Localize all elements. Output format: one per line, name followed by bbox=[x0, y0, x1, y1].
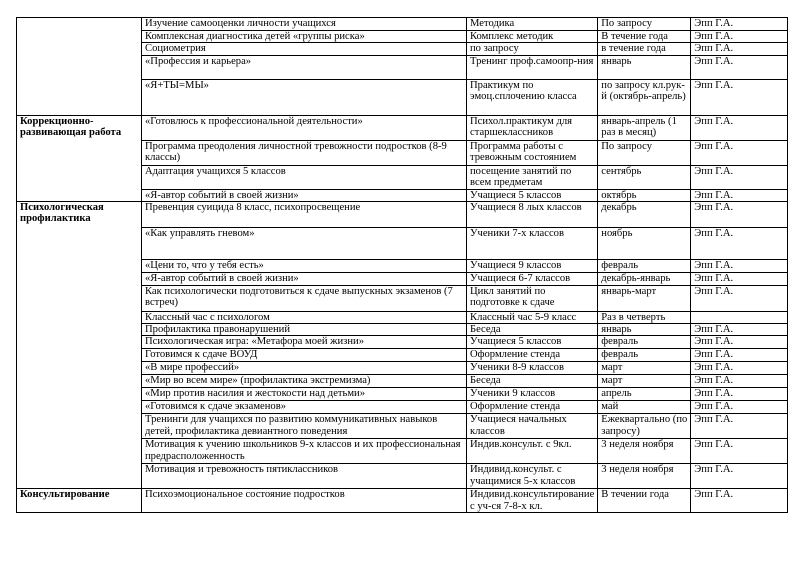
responsible-cell: Эпп Г.А. bbox=[691, 259, 788, 272]
responsible-cell: Эпп Г.А. bbox=[691, 349, 788, 362]
table-row bbox=[17, 201, 788, 227]
date-cell: сентябрь bbox=[598, 165, 691, 189]
date-cell: январь-март bbox=[598, 285, 691, 311]
form-cell: Беседа bbox=[467, 324, 598, 336]
date-cell: ноябрь bbox=[598, 227, 691, 259]
activity-cell: «Мир во всем мире» (профилактика экстремизма) bbox=[142, 375, 467, 388]
activity-cell: Тренинги для учащихся по развитию коммуникативных навыков детей, профилактика девиантного поведения bbox=[142, 414, 467, 439]
responsible-cell: Эпп Г.А. bbox=[691, 489, 788, 513]
activity-cell: Социометрия bbox=[142, 43, 467, 55]
activity-cell: «Готовимся к сдаче экзаменов» bbox=[142, 401, 467, 414]
activity-cell: Профилактика правонарушений bbox=[142, 324, 467, 336]
date-cell: по запросу кл.рук-й (октябрь-апрель) bbox=[598, 79, 691, 115]
responsible-cell: Эпп Г.А. bbox=[691, 414, 788, 439]
responsible-cell: Эпп Г.А. bbox=[691, 55, 788, 79]
activity-cell: «Готовлюсь к профессиональной деятельности» bbox=[142, 115, 467, 140]
form-cell: Психол.практикум для старшеклассников bbox=[467, 115, 598, 140]
table-row bbox=[17, 489, 788, 513]
form-cell: Классный час 5-9 класс bbox=[467, 311, 598, 323]
date-cell: 3 неделя ноября bbox=[598, 464, 691, 489]
table-row bbox=[17, 18, 788, 31]
responsible-cell: Эпп Г.А. bbox=[691, 201, 788, 227]
category-cell: Консультирование bbox=[17, 489, 142, 513]
form-cell: Беседа bbox=[467, 375, 598, 388]
activity-cell: Комплексная диагностика детей «группы риска» bbox=[142, 31, 467, 43]
responsible-cell: Эпп Г.А. bbox=[691, 115, 788, 140]
activity-cell: «Я+ТЫ=МЫ» bbox=[142, 79, 467, 115]
date-cell: октябрь bbox=[598, 189, 691, 201]
date-cell: в течение года bbox=[598, 43, 691, 55]
activity-cell: Изучение самооценки личности учащихся bbox=[142, 18, 467, 31]
date-cell: февраль bbox=[598, 259, 691, 272]
responsible-cell bbox=[691, 311, 788, 323]
form-cell: Оформление стенда bbox=[467, 401, 598, 414]
responsible-cell: Эпп Г.А. bbox=[691, 464, 788, 489]
activity-cell: «Цени то, что у тебя есть» bbox=[142, 259, 467, 272]
activity-cell: «Профессия и карьера» bbox=[142, 55, 467, 79]
activity-cell: «В мире профессий» bbox=[142, 362, 467, 375]
form-cell: Учащиеся 9 классов bbox=[467, 259, 598, 272]
date-cell: В течение года bbox=[598, 31, 691, 43]
form-cell: Цикл занятий по подготовке к сдаче bbox=[467, 285, 598, 311]
responsible-cell: Эпп Г.А. bbox=[691, 324, 788, 336]
responsible-cell: Эпп Г.А. bbox=[691, 31, 788, 43]
responsible-cell: Эпп Г.А. bbox=[691, 375, 788, 388]
form-cell: по запросу bbox=[467, 43, 598, 55]
activity-cell: Готовимся к сдаче ВОУД bbox=[142, 349, 467, 362]
date-cell: январь-апрель (1 раз в месяц) bbox=[598, 115, 691, 140]
form-cell: Ученики 8-9 классов bbox=[467, 362, 598, 375]
date-cell: январь bbox=[598, 55, 691, 79]
activity-cell: Психоэмоциональное состояние подростков bbox=[142, 489, 467, 513]
activity-cell: «Как управлять гневом» bbox=[142, 227, 467, 259]
date-cell: февраль bbox=[598, 349, 691, 362]
date-cell: По запросу bbox=[598, 18, 691, 31]
date-cell: январь bbox=[598, 324, 691, 336]
form-cell: Учащиеся 6-7 классов bbox=[467, 272, 598, 285]
date-cell: декабрь-январь bbox=[598, 272, 691, 285]
form-cell: Практикум по эмоц.сплочению класса bbox=[467, 79, 598, 115]
form-cell: Комплекс методик bbox=[467, 31, 598, 43]
form-cell: посещение занятий по всем предметам bbox=[467, 165, 598, 189]
activity-cell: «Я-автор событий в своей жизни» bbox=[142, 189, 467, 201]
date-cell: март bbox=[598, 375, 691, 388]
form-cell: Индив.консульт. с 9кл. bbox=[467, 439, 598, 464]
work-plan-table bbox=[16, 17, 788, 513]
responsible-cell: Эпп Г.А. bbox=[691, 227, 788, 259]
form-cell: Программа работы с тревожным состоянием bbox=[467, 140, 598, 165]
date-cell: май bbox=[598, 401, 691, 414]
form-cell: Ученики 9 классов bbox=[467, 388, 598, 401]
form-cell: Индивид.консульт. с учащимися 5-х классов bbox=[467, 464, 598, 489]
responsible-cell: Эпп Г.А. bbox=[691, 388, 788, 401]
activity-cell: Как психологически подготовиться к сдаче выпускных экзаменов (7 встреч) bbox=[142, 285, 467, 311]
activity-cell: Превенция суицида 8 класс, психопросвещение bbox=[142, 201, 467, 227]
form-cell: Оформление стенда bbox=[467, 349, 598, 362]
responsible-cell: Эпп Г.А. bbox=[691, 79, 788, 115]
responsible-cell: Эпп Г.А. bbox=[691, 362, 788, 375]
activity-cell: Программа преодоления личностной тревожности подростков (8-9 классы) bbox=[142, 140, 467, 165]
form-cell: Тренинг проф.самоопр-ния bbox=[467, 55, 598, 79]
date-cell: В течении года bbox=[598, 489, 691, 513]
responsible-cell: Эпп Г.А. bbox=[691, 18, 788, 31]
category-cell: Коррекционно-развивающая работа bbox=[17, 115, 142, 201]
activity-cell: Психологическая игра: «Метафора моей жизни» bbox=[142, 336, 467, 349]
responsible-cell: Эпп Г.А. bbox=[691, 439, 788, 464]
form-cell: Индивид.консультирование с уч-ся 7-8-х кл. bbox=[467, 489, 598, 513]
table-row bbox=[17, 115, 788, 140]
date-cell: февраль bbox=[598, 336, 691, 349]
form-cell: Методика bbox=[467, 18, 598, 31]
date-cell: декабрь bbox=[598, 201, 691, 227]
activity-cell: Адаптация учащихся 5 классов bbox=[142, 165, 467, 189]
responsible-cell: Эпп Г.А. bbox=[691, 272, 788, 285]
form-cell: Учащиеся начальных классов bbox=[467, 414, 598, 439]
responsible-cell: Эпп Г.А. bbox=[691, 336, 788, 349]
form-cell: Ученики 7-х классов bbox=[467, 227, 598, 259]
activity-cell: Мотивация к учению школьников 9-х классов и их профессиональная предрасположенность bbox=[142, 439, 467, 464]
responsible-cell: Эпп Г.А. bbox=[691, 165, 788, 189]
date-cell: 3 неделя ноября bbox=[598, 439, 691, 464]
activity-cell: Мотивация и тревожность пятиклассников bbox=[142, 464, 467, 489]
form-cell: Учащиеся 8 лых классов bbox=[467, 201, 598, 227]
activity-cell: «Мир против насилия и жестокости над детьми» bbox=[142, 388, 467, 401]
responsible-cell: Эпп Г.А. bbox=[691, 401, 788, 414]
responsible-cell: Эпп Г.А. bbox=[691, 285, 788, 311]
date-cell: По запросу bbox=[598, 140, 691, 165]
activity-cell: «Я-автор событий в своей жизни» bbox=[142, 272, 467, 285]
activity-cell: Классный час с психологом bbox=[142, 311, 467, 323]
form-cell: Учащиеся 5 классов bbox=[467, 336, 598, 349]
date-cell: Ежеквартально (по запросу) bbox=[598, 414, 691, 439]
date-cell: март bbox=[598, 362, 691, 375]
responsible-cell: Эпп Г.А. bbox=[691, 140, 788, 165]
date-cell: апрель bbox=[598, 388, 691, 401]
responsible-cell: Эпп Г.А. bbox=[691, 189, 788, 201]
date-cell: Раз в четверть bbox=[598, 311, 691, 323]
category-cell: Психологическая профилактика bbox=[17, 201, 142, 489]
responsible-cell: Эпп Г.А. bbox=[691, 43, 788, 55]
form-cell: Учащиеся 5 классов bbox=[467, 189, 598, 201]
category-cell bbox=[17, 18, 142, 116]
